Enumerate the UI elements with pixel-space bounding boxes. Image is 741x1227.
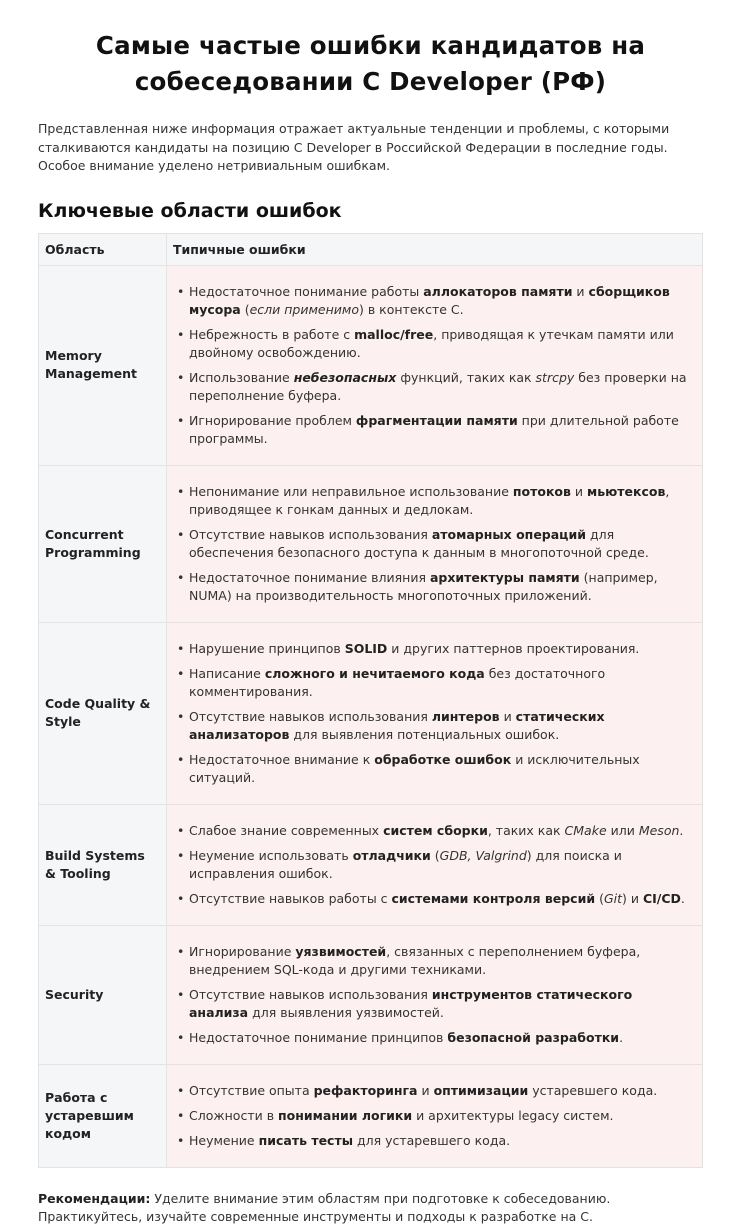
emphasis-text: системами контроля версий <box>391 890 596 906</box>
error-item <box>177 640 694 658</box>
emphasis-text: SOLID <box>344 640 388 656</box>
errors-table <box>38 233 703 1168</box>
error-item <box>177 326 694 362</box>
page-title: Самые частые ошибки кандидатов на собеседовании C Developer (РФ) <box>95 31 646 96</box>
emphasis-text: мьютексов <box>587 483 666 499</box>
text-segment: для выявления потенциальных ошибок. <box>289 726 560 742</box>
table-row <box>39 804 703 925</box>
emphasis-text: оптимизации <box>433 1082 529 1098</box>
text-segment: при длительной работе программы. <box>189 412 679 446</box>
text-segment: для обеспечения безопасного доступа к данным в многопоточной среде. <box>189 526 649 560</box>
text-segment: устаревшего кода. <box>528 1082 658 1098</box>
text-segment: Неумение использовать <box>189 847 353 863</box>
error-item <box>177 526 694 562</box>
emphasis-text: безопасной разработки <box>447 1029 620 1045</box>
text-segment: Недостаточное понимание принципов <box>189 1029 448 1045</box>
emphasis-text: писать тесты <box>258 1132 353 1148</box>
error-item <box>177 412 694 448</box>
emphasis-text: архитектуры памяти <box>429 569 580 585</box>
text-segment: и <box>572 283 589 299</box>
error-item <box>177 1132 694 1150</box>
italic-text: CMake <box>564 822 607 838</box>
text-segment: и <box>570 483 588 499</box>
table-row <box>39 1064 703 1167</box>
error-list <box>177 943 694 1047</box>
emphasis-text: линтеров <box>431 708 500 724</box>
errors-cell <box>167 804 703 925</box>
text-segment: Недостаточное внимание к <box>189 751 375 767</box>
area-cell: Memory Management <box>39 265 167 465</box>
text-segment: Отсутствие навыков использования <box>189 986 432 1002</box>
text-segment: Слабое знание современных <box>189 822 384 838</box>
emphasis-text: уязвимостей <box>295 943 387 959</box>
italic-text: Meson <box>638 822 680 838</box>
emphasis-text: сложного и нечитаемого кода <box>264 665 485 681</box>
error-item <box>177 822 694 840</box>
text-segment: ) для поиска и исправления ошибок. <box>189 847 622 881</box>
area-cell: Concurrent Programming <box>39 465 167 622</box>
column-header-area: Область <box>39 233 167 265</box>
emphasis-text: небезопасных <box>293 369 397 385</box>
error-item <box>177 890 694 908</box>
text-segment: ( <box>240 301 250 317</box>
error-list <box>177 483 694 605</box>
text-segment: и исключительных ситуаций. <box>189 751 640 785</box>
italic-text: GDB, Valgrind <box>439 847 527 863</box>
error-item <box>177 1107 694 1125</box>
emphasis-text: рефакторинга <box>313 1082 418 1098</box>
text-segment: ) и <box>622 890 643 906</box>
text-segment: , приводящая к утечкам памяти или двойному освобождению. <box>189 326 674 360</box>
text-segment: Нарушение принципов <box>189 640 345 656</box>
emphasis-text: CI/CD <box>642 890 681 906</box>
table-body <box>39 265 703 1167</box>
text-segment: функций, таких как <box>396 369 536 385</box>
text-segment: для выявления уязвимостей. <box>248 1004 444 1020</box>
text-segment: без проверки на переполнение буфера. <box>189 369 687 403</box>
text-segment: Игнорирование проблем <box>189 412 356 428</box>
text-segment: для устаревшего кода. <box>353 1132 511 1148</box>
text-segment: Отсутствие опыта <box>189 1082 314 1098</box>
text-segment: Непонимание или неправильное использование <box>189 483 513 499</box>
errors-cell <box>167 465 703 622</box>
text-segment: ( <box>430 847 440 863</box>
table-row <box>39 925 703 1064</box>
text-segment: Сложности в <box>189 1107 279 1123</box>
emphasis-text: атомарных операций <box>431 526 586 542</box>
text-segment: Отсутствие навыков работы с <box>189 890 392 906</box>
emphasis-text: потоков <box>512 483 571 499</box>
text-segment: , приводящее к гонкам данных и дедлокам. <box>189 483 670 517</box>
text-segment: Небрежность в работе с <box>189 326 355 342</box>
errors-cell <box>167 1064 703 1167</box>
errors-cell <box>167 925 703 1064</box>
table-row <box>39 265 703 465</box>
emphasis-text: обработке ошибок <box>374 751 512 767</box>
text-segment: или <box>606 822 639 838</box>
error-item <box>177 369 694 405</box>
emphasis-text: фрагментации памяти <box>355 412 518 428</box>
text-segment: (например, NUMA) на производительность многопоточных приложений. <box>189 569 658 603</box>
italic-text: Git <box>603 890 623 906</box>
area-cell: Build Systems & Tooling <box>39 804 167 925</box>
error-item <box>177 1082 694 1100</box>
recommendation-label: Рекомендации: <box>38 1190 151 1206</box>
recommendation <box>38 1190 703 1227</box>
recommendation-text: Уделите внимание этим областям при подготовке к собеседованию. Практикуйтесь, изучайте современные инструменты и подходы к разработке на C. <box>38 1190 611 1224</box>
error-item <box>177 847 694 883</box>
text-segment: Игнорирование <box>189 943 296 959</box>
error-item <box>177 751 694 787</box>
text-segment: и архитектуры legacy систем. <box>412 1107 614 1123</box>
emphasis-text: отладчики <box>352 847 431 863</box>
error-list <box>177 640 694 787</box>
error-item <box>177 665 694 701</box>
error-item <box>177 569 694 605</box>
text-segment: . <box>619 1029 624 1045</box>
text-segment: Неумение <box>189 1132 259 1148</box>
text-segment: Отсутствие навыков использования <box>189 526 432 542</box>
error-list <box>177 822 694 908</box>
text-segment: , связанных с переполнением буфера, внедрением SQL-кода и другими техниками. <box>189 943 641 977</box>
table-row <box>39 465 703 622</box>
text-segment: без достаточного комментирования. <box>189 665 606 699</box>
errors-cell <box>167 265 703 465</box>
text-segment: . <box>679 822 684 838</box>
area-cell: Работа с устаревшим кодом <box>39 1064 167 1167</box>
area-cell: Code Quality & Style <box>39 622 167 804</box>
error-item <box>177 483 694 519</box>
text-segment: и <box>499 708 516 724</box>
emphasis-text: статических анализаторов <box>189 708 605 742</box>
text-segment: Недостаточное понимание влияния <box>189 569 430 585</box>
text-segment: Недостаточное понимание работы <box>189 283 424 299</box>
error-item <box>177 943 694 979</box>
error-list <box>177 1082 694 1150</box>
text-segment: и других паттернов проектирования. <box>387 640 640 656</box>
error-item <box>177 1029 694 1047</box>
error-list <box>177 283 694 448</box>
table-header-row <box>39 233 703 265</box>
errors-cell <box>167 622 703 804</box>
text-segment: и <box>417 1082 434 1098</box>
text-segment: Использование <box>189 369 294 385</box>
section-title: Ключевые области ошибок <box>38 199 342 222</box>
text-segment: Написание <box>189 665 265 681</box>
intro-paragraph: Представленная ниже информация отражает актуальные тенденции и проблемы, с которыми сталкиваются кандидаты на позицию C Developer в Российской Федерации в последние годы. Особое внимание уделено нетривиальным ошибкам. <box>38 121 670 173</box>
emphasis-text: сборщиков мусора <box>189 283 670 317</box>
text-segment: . <box>680 890 685 906</box>
emphasis-text: malloc/free <box>354 326 434 342</box>
area-cell: Security <box>39 925 167 1064</box>
emphasis-text: аллокаторов памяти <box>423 283 573 299</box>
error-item <box>177 283 694 319</box>
text-segment: , таких как <box>487 822 565 838</box>
text-segment: ) в контексте C. <box>358 301 464 317</box>
italic-text: strcpy <box>535 369 575 385</box>
error-item <box>177 708 694 744</box>
italic-text: если применимо <box>249 301 359 317</box>
table-row <box>39 622 703 804</box>
emphasis-text: систем сборки <box>383 822 488 838</box>
text-segment: Отсутствие навыков использования <box>189 708 432 724</box>
error-item <box>177 986 694 1022</box>
column-header-errors: Типичные ошибки <box>167 233 703 265</box>
emphasis-text: инструментов статического анализа <box>189 986 633 1020</box>
emphasis-text: понимании логики <box>278 1107 413 1123</box>
text-segment: ( <box>595 890 604 906</box>
